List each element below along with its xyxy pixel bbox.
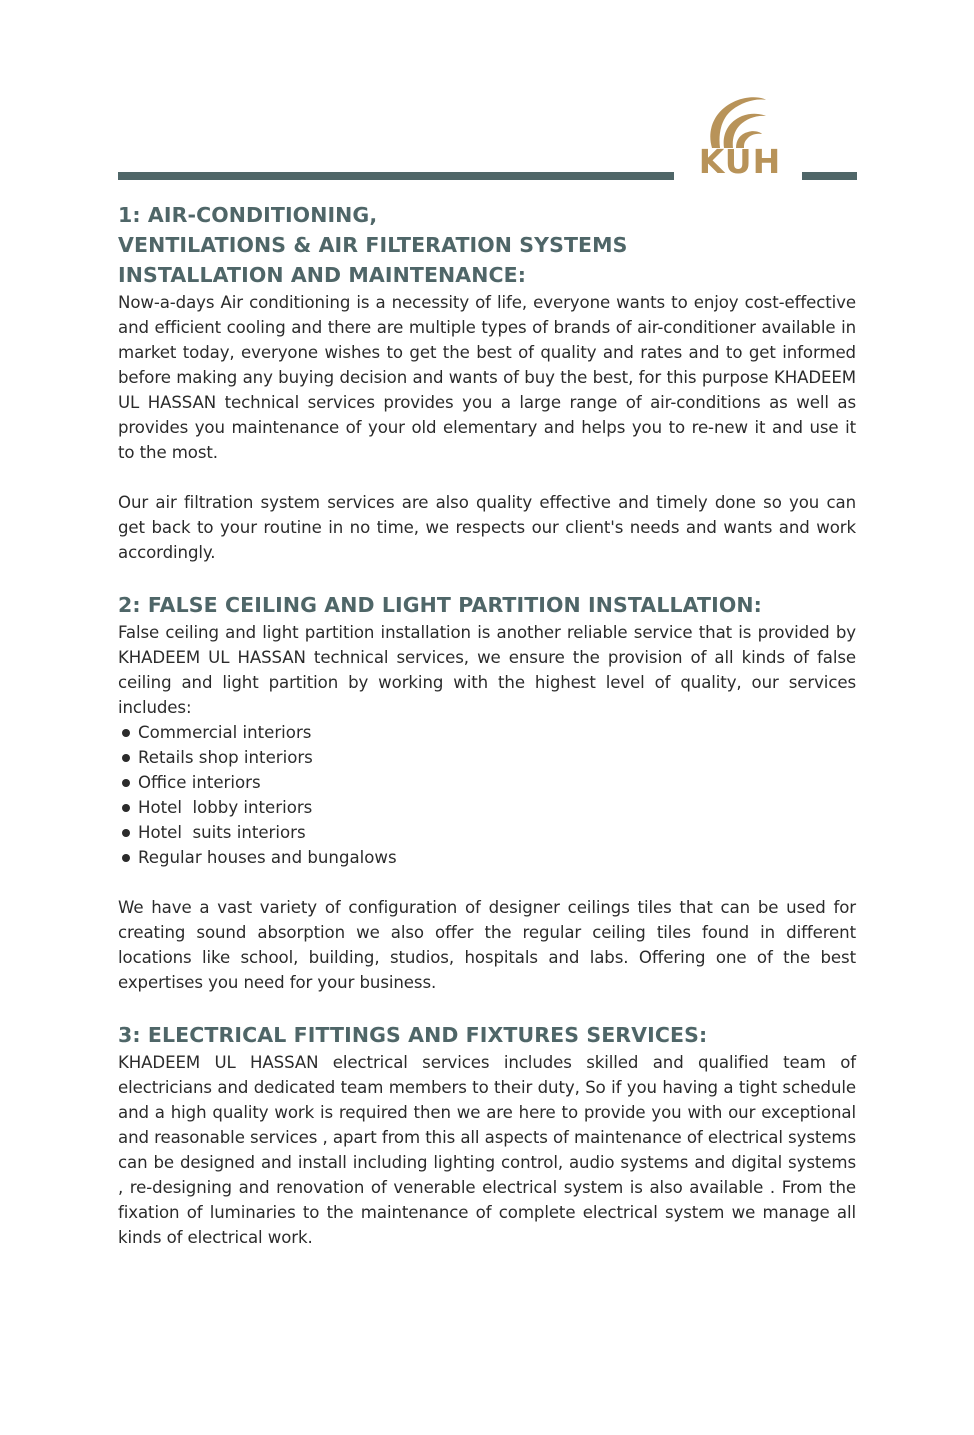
list-item [118,820,856,845]
paragraph: KHADEEM UL HASSAN electrical services includes skilled and qualified team of electricians and dedicated team members to their duty, So if you having a tight schedule and a high quality work is required then we are here to provide you with our exceptional and reasonable services , apart from this all aspects of maintenance of electrical systems can be designed and install including lighting control, audio systems and digital systems , re-designing and renovation of venerable electrical system is also available . From the fixation of luminaries to the maintenance of complete electrical system we manage all kinds of electrical work. [118,1053,856,1247]
paragraph: False ceiling and light partition installation is another reliable service that is provided by KHADEEM UL HASSAN technical services, we ensure the provision of all kinds of false ceiling and light partition by working with the highest level of quality, our services includes: [118,623,856,717]
paragraph: We have a vast variety of configuration of designer ceilings tiles that can be used for creating sound absorption we also offer the regular ceiling tiles found in different locations like school, building, studios, hospitals and labs. Offering one of the best expertises you need for your business. [118,898,856,992]
list-item-label: Commercial interiors [138,723,312,742]
heading-line: 3: ELECTRICAL FITTINGS AND FIXTURES SERVICES: [118,1023,708,1047]
list-item [118,845,856,870]
section-electrical [118,1020,856,1250]
bullet-icon [122,804,130,812]
bullet-icon [122,754,130,762]
main-content [118,200,856,1250]
section-air-conditioning [118,200,856,565]
paragraph: Now-a-days Air conditioning is a necessity of life, everyone wants to enjoy cost-effective and efficient cooling and there are multiple types of brands of air-conditioner available in market today, everyone wishes to get the best of quality and rates and to get informed before making any buying decision and wants of buy the best, for this purpose KHADEEM UL HASSAN technical services provides you a large range of air-conditions as well as provides you maintenance of your old elementary and helps you to re-new it and use it to the most. [118,293,856,462]
paragraph: Our air filtration system services are also quality effective and timely done so you can get back to your routine in no time, we respects our client's needs and wants and work accordingly. [118,493,856,562]
list-item [118,795,856,820]
heading-line: 1: AIR-CONDITIONING, [118,203,378,227]
kuh-logo [686,94,794,186]
list-item [118,745,856,770]
header-rule-right [802,172,857,180]
section-heading [118,1020,856,1050]
header-rule-left [118,172,674,180]
bullet-icon [122,779,130,787]
list-item-label: Regular houses and bungalows [138,848,397,867]
heading-line: VENTILATIONS & AIR FILTERATION SYSTEMS [118,233,628,257]
bullet-icon [122,729,130,737]
list-item-label: Hotel suits interiors [138,823,306,842]
services-list [118,720,856,870]
heading-line: 2: FALSE CEILING AND LIGHT PARTITION INSTALLATION: [118,593,762,617]
logo-text: KUH [698,142,782,181]
list-item [118,720,856,745]
list-item-label: Office interiors [138,773,261,792]
section-heading [118,590,856,620]
heading-line: INSTALLATION AND MAINTENANCE: [118,263,527,287]
bullet-icon [122,854,130,862]
list-item-label: Hotel lobby interiors [138,798,313,817]
list-item [118,770,856,795]
section-heading [118,200,856,290]
list-item-label: Retails shop interiors [138,748,313,767]
bullet-icon [122,829,130,837]
section-false-ceiling [118,590,856,995]
